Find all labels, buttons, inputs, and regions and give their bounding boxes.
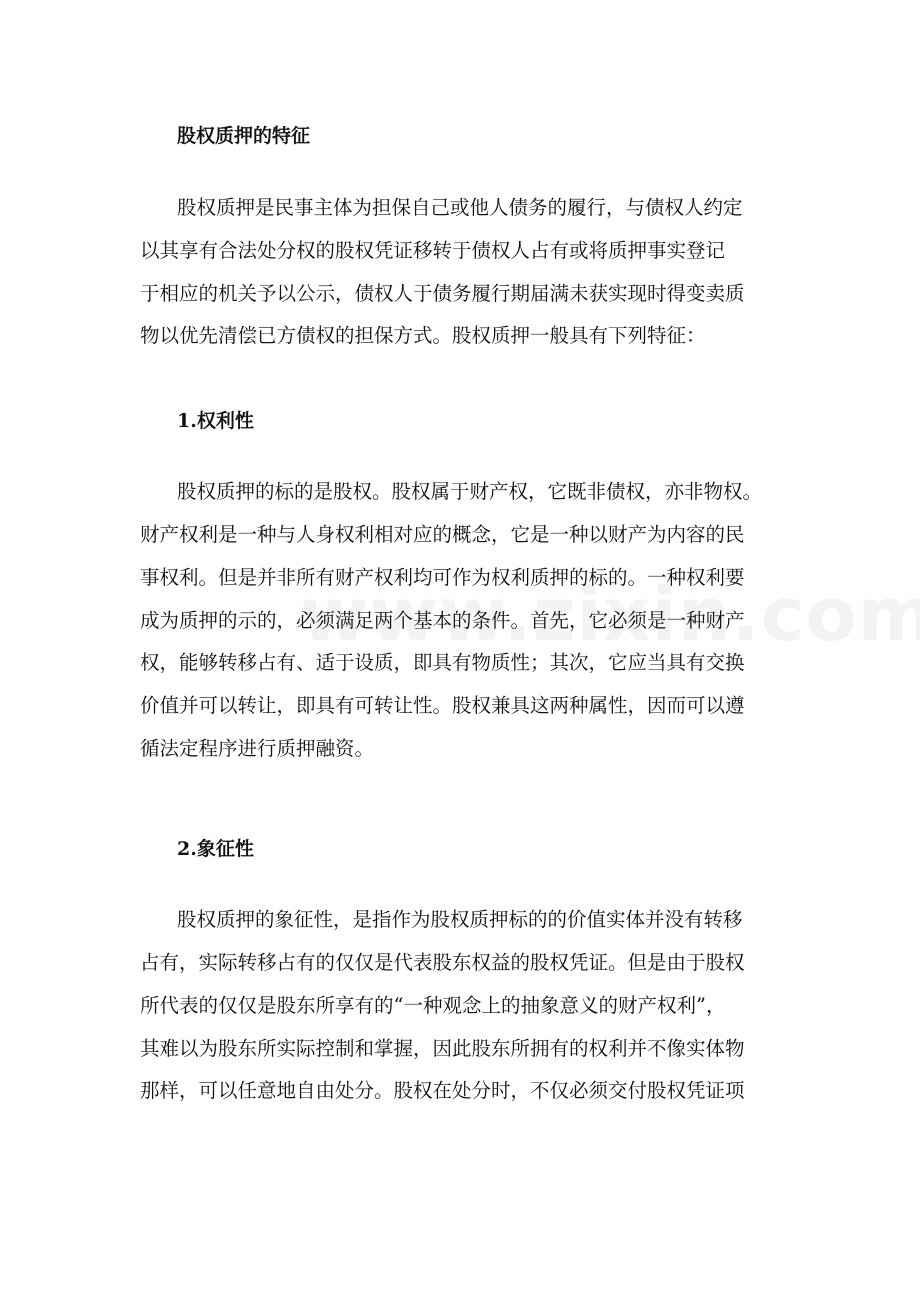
paragraph-line: 价值并可以转让，即具有可转让性。股权兼具这两种属性，因而可以遵 bbox=[140, 694, 745, 717]
document-title: 股权质押的特征 bbox=[177, 125, 311, 147]
paragraph-line: 循法定程序进行质押融资。 bbox=[140, 737, 375, 760]
paragraph-line: 财产权利是一种与人身权利相对应的概念，它是一种以财产为内容的民 bbox=[140, 523, 745, 546]
paragraph-line: 所代表的仅仅是股东所享有的“一种观念上的抽象意义的财产权利”， bbox=[140, 994, 726, 1017]
paragraph-line: 其难以为股东所实际控制和掌握，因此股东所拥有的权利并不像实体物 bbox=[140, 1037, 745, 1060]
paragraph-line: 权，能够转移占有、适于设质，即具有物质性；其次，它应当具有交换 bbox=[140, 651, 745, 674]
paragraph-line: 事权利。但是并非所有财产权利均可作为权利质押的标的。一种权利要 bbox=[140, 566, 745, 589]
paragraph-line: 物以优先清偿已方债权的担保方式。股权质押一般具有下列特征： bbox=[140, 324, 706, 347]
paragraph-line: 于相应的机关予以公示，债权人于债务履行期届满未获实现时得变卖质 bbox=[140, 282, 745, 305]
section-heading-symbolic: 2.象征性 bbox=[177, 838, 254, 860]
paragraph-line: 以其享有合法处分权的股权凭证移转于债权人占有或将质押事实登记 bbox=[140, 239, 726, 262]
paragraph-line: 那样，可以任意地自由处分。股权在处分时，不仅必须交付股权凭证项 bbox=[140, 1079, 745, 1102]
paragraph-line: 成为质押的示的，必须满足两个基本的条件。首先，它必须是一种财产 bbox=[140, 609, 745, 632]
section-heading-rights: 1.权利性 bbox=[177, 410, 254, 432]
paragraph-line: 股权质押的象征性，是指作为股权质押标的的价值实体并没有转移 bbox=[177, 908, 743, 931]
paragraph-line: 股权质押是民事主体为担保自己或他人债务的履行，与债权人约定 bbox=[177, 196, 743, 219]
paragraph-line: 股权质押的标的是股权。股权属于财产权，它既非债权，亦非物权。 bbox=[177, 480, 763, 503]
paragraph-line: 占有，实际转移占有的仅仅是代表股东权益的股权凭证。但是由于股权 bbox=[140, 951, 745, 974]
